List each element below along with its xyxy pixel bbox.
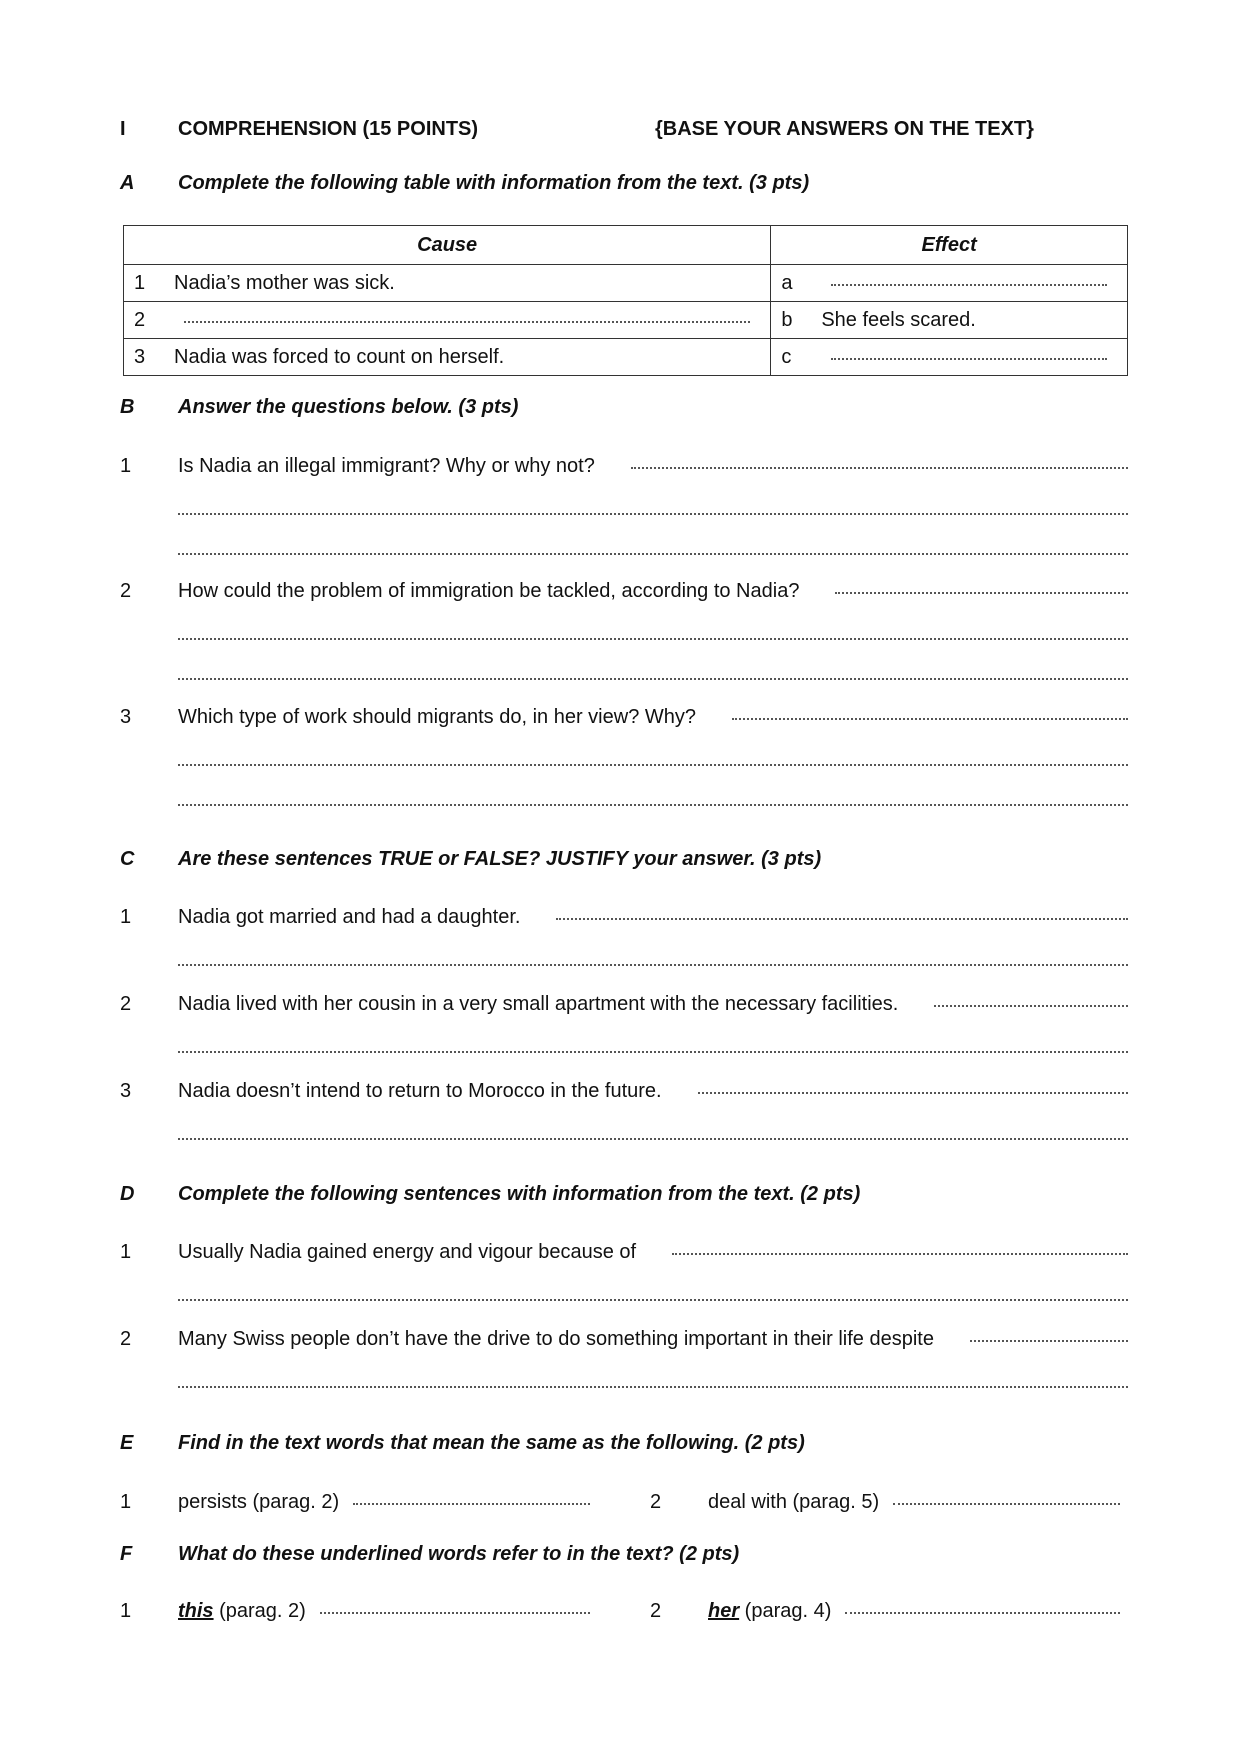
question-item [120, 1328, 1128, 1351]
question-text: Nadia doesn’t intend to return to Morocco in the future. [178, 1080, 662, 1102]
section-c-heading [120, 848, 1128, 871]
section-letter: C [120, 848, 135, 870]
answer-blank[interactable] [320, 1611, 590, 1614]
answer-line[interactable] [178, 638, 1128, 640]
section-a-heading [120, 172, 1128, 195]
answer-blank[interactable] [631, 466, 1128, 469]
row-number: 2 [134, 308, 146, 331]
question-number: 2 [650, 1491, 662, 1513]
part-header [120, 118, 1128, 141]
section-letter: E [120, 1432, 134, 1454]
section-letter: A [120, 172, 135, 194]
question-text: Is Nadia an illegal immigrant? Why or why not? [178, 455, 595, 477]
section-letter: B [120, 396, 135, 418]
question-text: Nadia lived with her cousin in a very small apartment with the necessary facilities. [178, 993, 899, 1015]
row-number: 3 [134, 345, 146, 368]
section-title: Are these sentences TRUE or FALSE? JUSTIFY your answer. (3 pts) [178, 848, 822, 870]
part-title: COMPREHENSION (15 POINTS) [178, 118, 479, 140]
answer-blank[interactable] [556, 917, 1128, 920]
part-note: {BASE YOUR ANSWERS ON THE TEXT} [655, 118, 1034, 140]
section-title: Complete the following table with information from the text. (3 pts) [178, 172, 810, 194]
question-text: Many Swiss people don’t have the drive to do something important in their life despite [178, 1328, 934, 1350]
answer-line[interactable] [178, 1299, 1128, 1301]
answer-blank[interactable] [184, 320, 750, 323]
question-text: Which type of work should migrants do, in her view? Why? [178, 706, 696, 728]
effect-text: She feels scared. [821, 308, 976, 331]
answer-blank[interactable] [672, 1252, 1128, 1255]
word-prompt: deal with (parag. 5) [708, 1491, 880, 1513]
answer-line[interactable] [178, 1051, 1128, 1053]
answer-line[interactable] [178, 764, 1128, 766]
row-letter: a [781, 271, 793, 294]
cause-text: Nadia was forced to count on herself. [174, 345, 505, 368]
question-item [120, 706, 1128, 729]
answer-blank[interactable] [845, 1611, 1120, 1614]
answer-line[interactable] [178, 513, 1128, 515]
question-item [120, 906, 1128, 929]
pair-item [120, 1491, 650, 1514]
underlined-word: this [178, 1600, 214, 1622]
question-text: Nadia got married and had a daughter. [178, 906, 521, 928]
row-number: 1 [134, 271, 146, 294]
pair-item [650, 1600, 1120, 1623]
pair-item [650, 1491, 1120, 1514]
col-cause: Cause [124, 226, 771, 265]
question-item [120, 580, 1128, 603]
section-title: Complete the following sentences with information from the text. (2 pts) [178, 1183, 861, 1205]
section-title: Answer the questions below. (3 pts) [178, 396, 519, 418]
section-title: Find in the text words that mean the same as the following. (2 pts) [178, 1432, 805, 1454]
col-effect: Effect [771, 226, 1128, 265]
row-letter: c [781, 345, 792, 368]
cause-effect-table [123, 225, 1128, 376]
question-item [120, 1080, 1128, 1103]
section-d-heading [120, 1183, 1128, 1206]
underlined-word: her [708, 1600, 740, 1622]
question-text: Usually Nadia gained energy and vigour because of [178, 1241, 637, 1263]
answer-blank[interactable] [732, 717, 1128, 720]
answer-blank[interactable] [835, 591, 1128, 594]
question-number: 3 [120, 706, 132, 728]
paragraph-ref: (parag. 2) [213, 1600, 306, 1622]
question-number: 1 [120, 1491, 132, 1513]
answer-blank[interactable] [970, 1339, 1128, 1342]
question-number: 2 [120, 993, 132, 1015]
question-item [120, 993, 1128, 1016]
answer-blank[interactable] [893, 1502, 1120, 1505]
answer-line[interactable] [178, 964, 1128, 966]
pair-item [120, 1600, 650, 1623]
table-row [124, 302, 1128, 339]
answer-blank[interactable] [831, 283, 1107, 286]
part-number: I [120, 118, 126, 140]
question-number: 1 [120, 906, 132, 928]
answer-blank[interactable] [353, 1502, 590, 1505]
table-row [124, 339, 1128, 376]
answer-blank[interactable] [934, 1004, 1128, 1007]
paragraph-ref: (parag. 4) [739, 1600, 832, 1622]
question-number: 2 [120, 1328, 132, 1350]
question-item [120, 455, 1128, 478]
table-row [124, 265, 1128, 302]
cause-text: Nadia’s mother was sick. [174, 271, 395, 294]
question-number: 2 [650, 1600, 662, 1622]
section-letter: F [120, 1543, 133, 1565]
section-e-heading [120, 1432, 1128, 1455]
answer-line[interactable] [178, 553, 1128, 555]
answer-blank[interactable] [831, 357, 1107, 360]
section-b-heading [120, 396, 1128, 419]
section-title: What do these underlined words refer to in the text? (2 pts) [178, 1543, 740, 1565]
paired-items [120, 1491, 1128, 1514]
question-number: 1 [120, 1600, 132, 1622]
answer-line[interactable] [178, 678, 1128, 680]
paired-items [120, 1600, 1128, 1623]
section-f-heading [120, 1543, 1128, 1566]
question-number: 1 [120, 455, 132, 477]
section-letter: D [120, 1183, 135, 1205]
word-prompt: persists (parag. 2) [178, 1491, 340, 1513]
question-item [120, 1241, 1128, 1264]
question-number: 2 [120, 580, 132, 602]
answer-line[interactable] [178, 1386, 1128, 1388]
row-letter: b [781, 308, 793, 331]
answer-line[interactable] [178, 804, 1128, 806]
question-number: 1 [120, 1241, 132, 1263]
answer-line[interactable] [178, 1138, 1128, 1140]
question-number: 3 [120, 1080, 132, 1102]
answer-blank[interactable] [698, 1091, 1128, 1094]
question-text: How could the problem of immigration be tackled, according to Nadia? [178, 580, 800, 602]
